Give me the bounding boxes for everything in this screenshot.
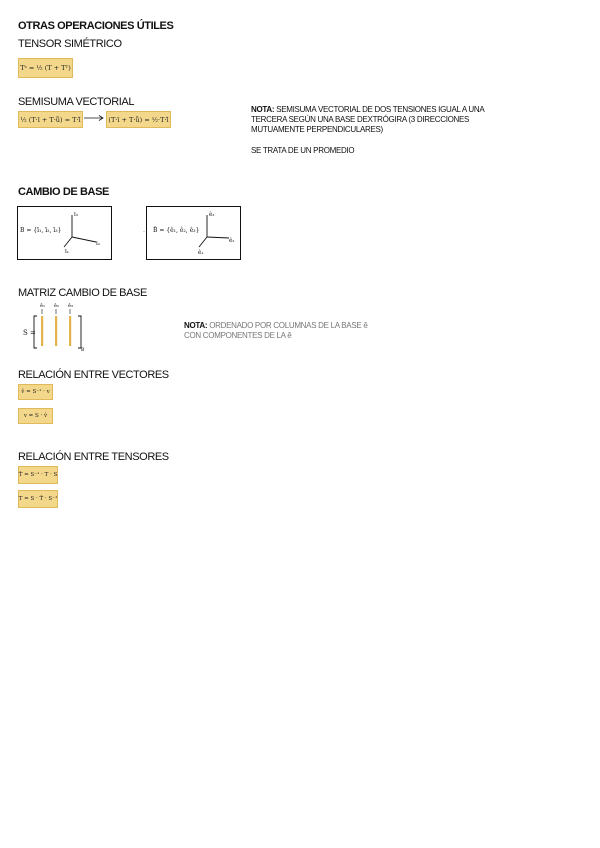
axes-diagram-2 <box>191 209 239 257</box>
semisuma-formula-right: (T·ī + T·ǖ) = ½·T·ī̂ <box>106 111 171 128</box>
matriz-note-label: NOTA: <box>184 321 208 330</box>
rel-vectores-formula-2: v = S · v̂ <box>18 408 53 424</box>
semisuma-note-text: SEMISUMA VECTORIAL DE DOS TENSIONES IGUAL A UNA TERCERA SEGÚN UNA BASE DEXTRÓGIRA (3 DIRECCIONES MUTUAMENTE PERPENDICULARES) <box>251 105 484 134</box>
semisuma-note-2: SE TRATA DE UN PROMEDIO <box>251 146 355 155</box>
svg-text:ê₂: ê₂ <box>229 238 235 244</box>
svg-text:ê₂: ê₂ <box>54 303 59 309</box>
rel-tensores-title: RELACIÓN ENTRE TENSORES <box>18 451 169 463</box>
svg-text:B: B <box>81 348 85 352</box>
matriz-note-text-1: ORDENADO POR COLUMNAS DE LA BASE ê <box>209 321 368 330</box>
svg-text:ê₁: ê₁ <box>40 303 45 309</box>
matrix-diagram <box>30 300 90 352</box>
matriz-note <box>184 321 367 341</box>
semisuma-note-label: NOTA: <box>251 105 275 114</box>
rel-tensores-formula-2: T = S · T̂ · S⁻¹ <box>18 490 58 508</box>
bullet-dot: · <box>143 229 145 235</box>
rel-vectores-title: RELACIÓN ENTRE VECTORES <box>18 369 169 381</box>
basis-box-2 <box>146 206 241 260</box>
basis-1-label: B = {ī₁, ī₂, ī₃} <box>20 227 62 234</box>
basis-2-label: B̂ = {ê₁, ê₂, ê₃} <box>153 227 200 234</box>
matrix-label: S = <box>23 329 36 337</box>
main-title: OTRAS OPERACIONES ÚTILES <box>18 20 174 32</box>
semisuma-title: SEMISUMA VECTORIAL <box>18 96 135 108</box>
arrow-right-icon <box>83 114 105 122</box>
tensor-simetrico-title: TENSOR SIMÉTRICO <box>18 38 122 50</box>
tensor-simetrico-formula: Tˢ = ½ (T + Tᵀ) <box>18 58 73 78</box>
rel-vectores-formula-1: v̂ = S⁻¹ · v <box>18 384 53 400</box>
rel-tensores-formula-1: T̂ = S⁻¹ · T · S <box>18 466 58 484</box>
svg-text:ī₁: ī₁ <box>65 249 69 255</box>
cambio-base-title: CAMBIO DE BASE <box>18 186 109 198</box>
matriz-title: MATRIZ CAMBIO DE BASE <box>18 287 147 299</box>
axes-diagram-1 <box>58 209 110 257</box>
basis-box-1 <box>17 206 112 260</box>
matriz-note-text-2: CON COMPONENTES DE LA ê <box>184 331 292 340</box>
svg-text:ê₃: ê₃ <box>68 303 73 309</box>
svg-text:ê₃: ê₃ <box>209 212 215 218</box>
svg-text:ī₃: ī₃ <box>74 212 78 218</box>
semisuma-formula-left: ½ (T·ī + T·ǖ) = T·ī̂ <box>18 111 83 128</box>
svg-text:ê₁: ê₁ <box>198 250 204 256</box>
semisuma-note <box>251 105 516 135</box>
svg-text:ī₂: ī₂ <box>96 241 100 247</box>
